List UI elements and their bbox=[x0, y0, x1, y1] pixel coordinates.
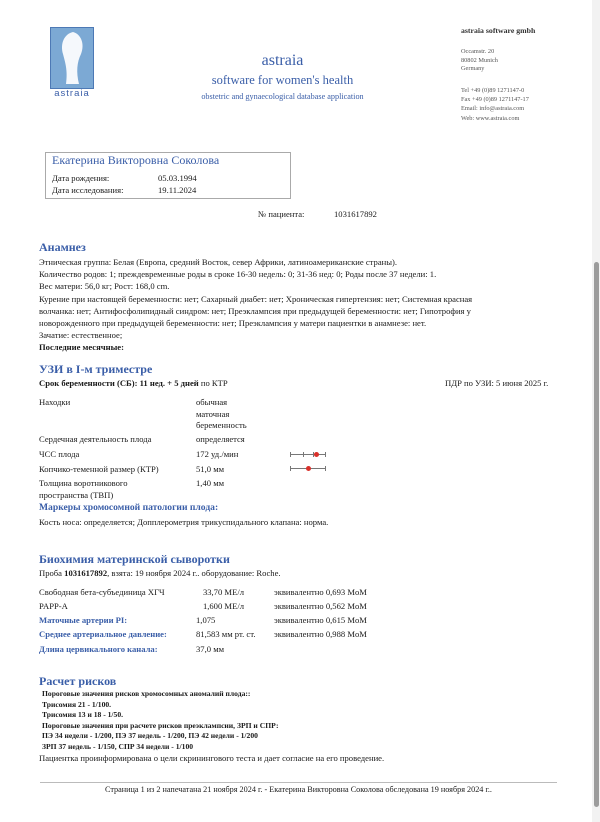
last-menses-label: Последние месячные: bbox=[39, 342, 124, 353]
heart-activity-value: определяется bbox=[196, 434, 245, 444]
patient-id-label: № пациента: bbox=[258, 209, 305, 219]
anamnesis-line: Вес матери: 56,0 кг; Рост: 168,0 cm. bbox=[39, 281, 170, 292]
nt-label bbox=[39, 478, 128, 501]
fhr-label: ЧСС плода bbox=[39, 449, 80, 459]
anamnesis-line: новорожденного при предыдущей беременности: нет; Преэклампсия у матери пациентки в анамнезе: нет. bbox=[39, 318, 427, 329]
contact-phone: Tel +49 (0)89 1271147-0 bbox=[461, 87, 525, 94]
risk-line: Трисомия 13 и 18 - 1/50. bbox=[42, 710, 124, 720]
astraia-logo bbox=[50, 27, 94, 89]
gestational-age-method: по КТР bbox=[198, 378, 228, 388]
contact-fax: Fax +49 (0)89 1271147-17 bbox=[461, 96, 529, 104]
logo-text: astraia bbox=[54, 88, 90, 99]
fhr-range-indicator bbox=[290, 451, 326, 459]
biochem-title: Биохимия материнской сыворотки bbox=[39, 552, 230, 566]
gestational-age-value: Срок беременности (СБ): 11 нед. + 5 дней bbox=[39, 378, 199, 388]
cervical-length-label: Длина цервикального канала: bbox=[39, 644, 158, 654]
risk-line: ПЭ 34 недели - 1/200, ПЭ 37 недель - 1/200, ПЭ 42 недели - 1/200 bbox=[42, 731, 258, 741]
anamnesis-text bbox=[39, 256, 569, 354]
uterine-pi-value: 1,075 bbox=[196, 615, 216, 625]
risk-line: Трисомия 21 - 1/100. bbox=[42, 699, 112, 709]
birth-date-value: 05.03.1994 bbox=[158, 173, 197, 183]
fhr-marker bbox=[314, 452, 319, 457]
map-mom: эквивалентно 0,988 MoM bbox=[274, 629, 367, 639]
patient-name: Екатерина Викторовна Соколова bbox=[52, 153, 220, 167]
sample-id: 1031617892 bbox=[64, 568, 108, 578]
page-footer: Страница 1 из 2 напечатана 21 ноября 2024 г. - Екатерина Викторовна Соколова обследована 19 ноября 2024 г.. bbox=[105, 785, 492, 794]
uterine-pi-label: Маточные артерии PI: bbox=[39, 615, 128, 625]
anamnesis-line: Зачатие: естественное; bbox=[39, 330, 123, 341]
risk-title: Расчет рисков bbox=[39, 674, 117, 688]
edd-by-ultrasound: ПДР по УЗИ: 5 июня 2025 г. bbox=[445, 378, 549, 388]
anamnesis-line: Количество родов: 1; преждевременные роды в сроке 16-30 недель: 0; 31-36 нед: 0; Роды после 37 недели: 1. bbox=[39, 269, 437, 280]
address-line: 80802 Munich bbox=[461, 56, 498, 64]
footer-divider bbox=[40, 782, 557, 783]
ultrasound-title: УЗИ в I-м триместре bbox=[39, 362, 153, 376]
findings-line: беременность bbox=[196, 420, 247, 430]
logo-figure-icon bbox=[51, 28, 93, 88]
gestational-age bbox=[39, 377, 228, 389]
exam-date-label: Дата исследования: bbox=[52, 185, 124, 195]
map-value: 81,583 мм рт. ст. bbox=[196, 629, 256, 639]
pappa-mom: эквивалентно 0,562 MoM bbox=[274, 601, 367, 611]
sample-info bbox=[39, 567, 281, 579]
risk-line: Пороговые значения при расчете рисков преэклампсии, ЗРП и СПР: bbox=[42, 720, 279, 730]
markers-title: Маркеры хромосомной патологии плода: bbox=[39, 502, 219, 513]
company-contact bbox=[461, 86, 529, 123]
exam-date-value: 19.11.2024 bbox=[158, 185, 197, 195]
cervical-length-value: 37,0 мм bbox=[196, 644, 225, 654]
brand-subtitle: software for women's health bbox=[211, 73, 354, 87]
patient-id-value: 1031617892 bbox=[334, 209, 377, 219]
address-line: Occamstr. 20 bbox=[461, 48, 495, 55]
risk-thresholds bbox=[42, 689, 279, 753]
crl-value: 51,0 мм bbox=[196, 464, 225, 474]
crl-marker bbox=[306, 466, 311, 471]
bhcg-mom: эквивалентно 0,693 MoM bbox=[274, 587, 367, 597]
brand-title: astraia bbox=[261, 52, 304, 69]
contact-email: Email: info@astraia.com bbox=[461, 105, 525, 113]
findings-line: обычная bbox=[196, 397, 228, 407]
map-label: Среднее артериальное давление: bbox=[39, 629, 167, 639]
risk-line: Пороговые значения рисков хромосомных аномалий плода:: bbox=[42, 689, 251, 698]
fhr-value: 172 уд./мин bbox=[196, 449, 239, 459]
anamnesis-title: Анамнез bbox=[39, 240, 86, 254]
markers-text: Кость носа: определяется; Допплерометрия трикуспидального клапана: норма. bbox=[39, 517, 329, 527]
company-address bbox=[461, 48, 498, 74]
vertical-scrollbar[interactable] bbox=[592, 0, 600, 822]
address-line: Germany bbox=[461, 65, 485, 73]
anamnesis-line: Этническая группа: Белая (Европа, средний Восток, север Африки, латиноамериканские страны). bbox=[39, 257, 398, 267]
sample-details: , взята: 19 ноября 2024 г.. оборудование: Roche. bbox=[107, 568, 281, 578]
bhcg-label: Свободная бета-субъединица ХГЧ bbox=[39, 587, 165, 597]
scrollbar-thumb[interactable] bbox=[594, 262, 599, 807]
consent-text: Пациентка проинформирована о цели скринингового теста и дает согласие на его проведение. bbox=[39, 753, 385, 763]
company-name: astraia software gmbh bbox=[461, 26, 536, 35]
findings-label: Находки bbox=[39, 397, 71, 407]
nt-label-line: пространства (ТВП) bbox=[39, 489, 114, 500]
findings-value bbox=[196, 397, 247, 432]
anamnesis-line: Курение при настоящей беременности: нет; Сахарный диабет: нет; Хроническая гипертензия: нет; Системная красная bbox=[39, 293, 473, 304]
sample-prefix: Проба bbox=[39, 568, 65, 578]
birth-date-label: Дата рождения: bbox=[52, 173, 110, 183]
pappa-value: 1,600 МЕ/л bbox=[202, 601, 244, 611]
heart-activity-label: Сердечная деятельность плода bbox=[39, 434, 152, 444]
crl-label: Копчико-теменной размер (КТР) bbox=[39, 464, 159, 474]
uterine-pi-mom: эквивалентно 0,615 MoM bbox=[274, 615, 367, 625]
findings-line: маточная bbox=[196, 408, 230, 419]
brand-tagline: obstetric and gynaecological database application bbox=[201, 92, 364, 101]
crl-range-indicator bbox=[290, 465, 326, 473]
risk-line: ЗРП 37 недель - 1/150, СПР 34 недели - 1/100 bbox=[42, 741, 194, 751]
anamnesis-line: волчанка: нет; Антифосфолипидный синдром: нет; Преэклампсия при предыдущей беременности: нет; Гипотрофия у bbox=[39, 305, 471, 316]
nt-label-line: Толщина воротникового bbox=[39, 478, 128, 488]
pappa-label: PAPP-A bbox=[39, 601, 68, 611]
nt-value: 1,40 мм bbox=[196, 478, 225, 488]
bhcg-value: 33,70 МЕ/л bbox=[202, 587, 244, 597]
contact-web: Web: www.astraia.com bbox=[461, 114, 520, 122]
